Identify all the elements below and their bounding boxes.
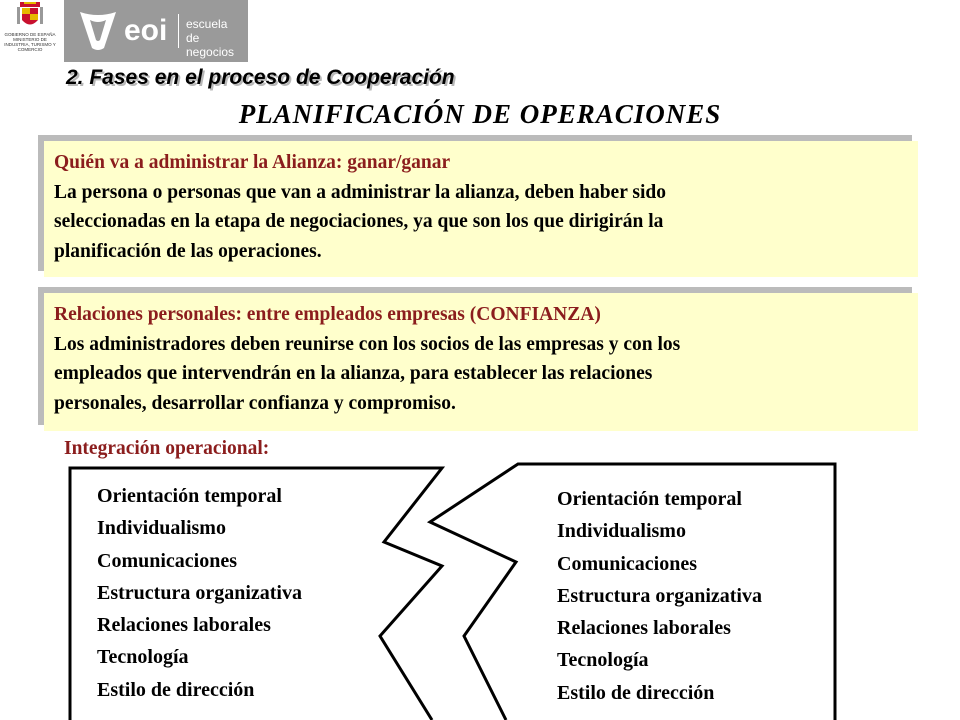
eoi-tagline-line1: escuela xyxy=(186,17,228,31)
list-item: Tecnología xyxy=(557,649,649,672)
list-item: Relaciones laborales xyxy=(97,614,271,637)
list-item: Estilo de dirección xyxy=(557,681,715,704)
list-item: Comunicaciones xyxy=(557,552,697,575)
relaciones-line-3: personales, desarrollar confianza y compromiso. xyxy=(54,392,456,414)
list-item: Orientación temporal xyxy=(557,488,742,510)
eoi-tagline-line2: de negocios xyxy=(186,31,235,59)
list-item: Estructura organizativa xyxy=(557,584,762,607)
relaciones-line-2: empleados que intervendrán en la alianza, para establecer las relaciones xyxy=(54,363,653,384)
list-item: Individualismo xyxy=(97,517,226,540)
eoi-wordmark: eoi xyxy=(124,14,168,47)
list-item: Estilo de dirección xyxy=(97,678,255,701)
alianza-heading: Quién va a administrar la Alianza: ganar/ganar xyxy=(54,152,451,173)
alianza-line-2: seleccionadas en la etapa de negociaciones, ya que son los que dirigirán la xyxy=(54,211,664,232)
list-item: Individualismo xyxy=(557,520,686,543)
integracion-label: Integración operacional: xyxy=(64,438,270,459)
list-item: Relaciones laborales xyxy=(557,617,731,640)
right-factor-list xyxy=(557,483,762,709)
alianza-line-3: planificación de las operaciones. xyxy=(54,240,322,262)
list-item: Estructura organizativa xyxy=(97,581,302,604)
left-factor-list xyxy=(97,480,302,706)
relaciones-line-1: Los administradores deben reunirse con los socios de las empresas y con los xyxy=(54,333,681,355)
government-text: GOBIERNO DE ESPAÑA MINISTERIO DE INDUSTRIA, TURISMO Y COMERCIO xyxy=(4,32,56,52)
relaciones-heading: Relaciones personales: entre empleados empresas (CONFIANZA) xyxy=(54,304,601,325)
section-title: 2. Fases en el proceso de Cooperación xyxy=(66,66,455,89)
slide-title: PLANIFICACIÓN DE OPERACIONES xyxy=(238,99,722,129)
list-item: Tecnología xyxy=(97,646,189,669)
alianza-line-1: La persona o personas que van a administrar la alianza, deben haber sido xyxy=(54,181,666,203)
list-item: Comunicaciones xyxy=(97,549,237,572)
list-item: Orientación temporal xyxy=(97,485,282,507)
